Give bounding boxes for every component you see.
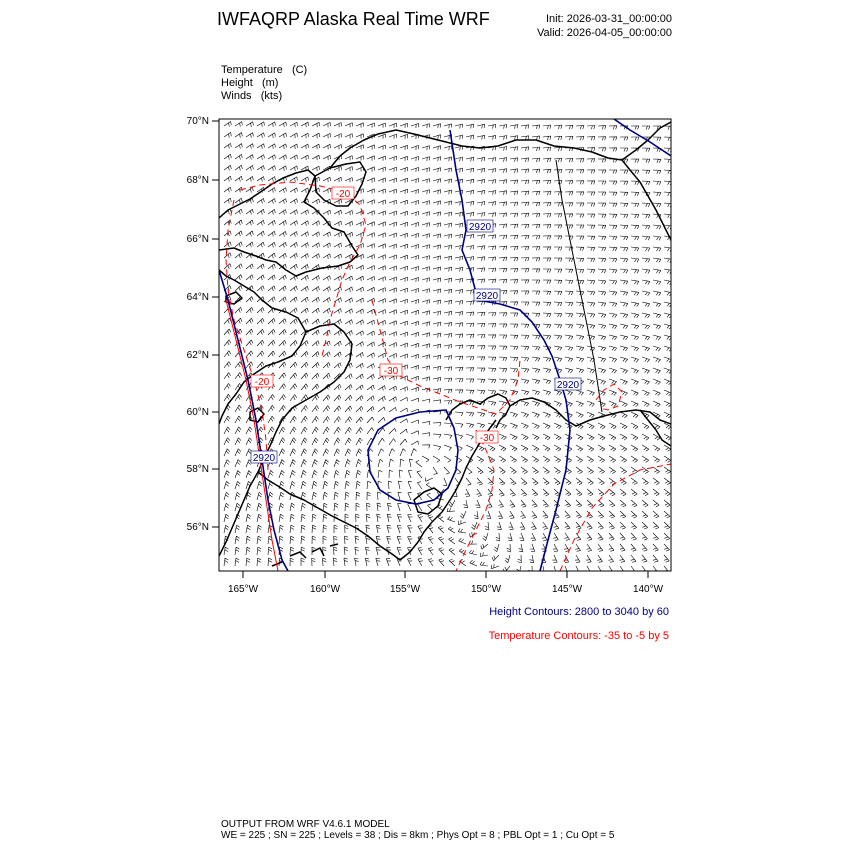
temperature-contour-label: -20 — [254, 377, 270, 388]
temperature-contour — [240, 182, 366, 356]
lat-tick-label: 60°N — [186, 407, 209, 418]
lon-tick-label: 165°W — [227, 584, 259, 595]
lat-tick-label: 70°N — [186, 116, 209, 127]
temperature-contour-legend: Temperature Contours: -35 to -5 by 5 — [488, 630, 669, 642]
lat-tick-label: 56°N — [186, 522, 209, 533]
height-contour — [450, 130, 570, 571]
lat-tick-label: 64°N — [186, 292, 209, 303]
lon-tick-label: 140°W — [632, 584, 664, 595]
model-footer: OUTPUT FROM WRF V4.6.1 MODEL — [221, 819, 390, 830]
lat-tick-label: 68°N — [186, 175, 209, 186]
latitude-axis — [187, 116, 219, 533]
temperature-contour — [226, 200, 268, 470]
model-settings-footer: WE = 225 ; SN = 225 ; Levels = 38 ; Dis = 8km ; Phys Opt = 8 ; PBL Opt = 1 ; Cu Opt = 5 — [221, 830, 615, 841]
lon-tick-label: 145°W — [551, 584, 583, 595]
height-contour — [614, 119, 671, 156]
lat-tick-label: 58°N — [186, 464, 209, 475]
height-contour-label: 2920 — [475, 291, 499, 302]
temperature-contour — [560, 464, 671, 571]
variable-height-unit: (m) — [261, 77, 279, 89]
temperature-contours — [226, 182, 671, 571]
height-contours — [219, 119, 671, 571]
lat-tick-label: 62°N — [186, 350, 209, 361]
temperature-contour-label: -20 — [335, 189, 351, 200]
lon-tick-label: 160°W — [309, 584, 341, 595]
wind-barbs — [224, 122, 672, 575]
height-contour-label: 2920 — [468, 222, 492, 233]
lat-tick-label: 66°N — [186, 234, 209, 245]
canada-border-north — [556, 160, 602, 412]
temperature-contour-label: -30 — [383, 366, 399, 377]
lon-tick-label: 150°W — [470, 584, 502, 595]
valid-time: Valid: 2026-04-05_00:00:00 — [537, 27, 672, 39]
variable-winds-name: Winds — [221, 90, 252, 102]
longitude-axis — [228, 571, 664, 595]
height-contours-secondary — [226, 300, 278, 571]
map-title: IWFAQRP Alaska Real Time WRF — [217, 9, 490, 29]
height-contour-label: 2920 — [556, 380, 580, 391]
variable-temperature-unit: (C) — [291, 64, 308, 76]
variable-temperature-name: Temperature — [221, 64, 283, 76]
aleutian-islands — [272, 544, 338, 566]
variable-winds-unit: (kts) — [260, 90, 283, 102]
wind-barb-field — [224, 122, 672, 575]
lon-tick-label: 155°W — [389, 584, 421, 595]
height-contour-legend: Height Contours: 2800 to 3040 by 60 — [489, 606, 669, 618]
variable-height-name: Height — [221, 77, 253, 89]
height-contour — [368, 410, 458, 504]
coastlines — [219, 122, 671, 566]
height-contour-red — [226, 300, 278, 571]
temperature-contour-label: -30 — [479, 433, 495, 444]
height-contour-label: 2920 — [252, 453, 276, 464]
init-time: Init: 2026-03-31_00:00:00 — [546, 13, 672, 25]
map-frame — [219, 119, 671, 571]
temperature-contour-labels — [251, 187, 498, 444]
coastline-north-slope — [330, 122, 671, 168]
